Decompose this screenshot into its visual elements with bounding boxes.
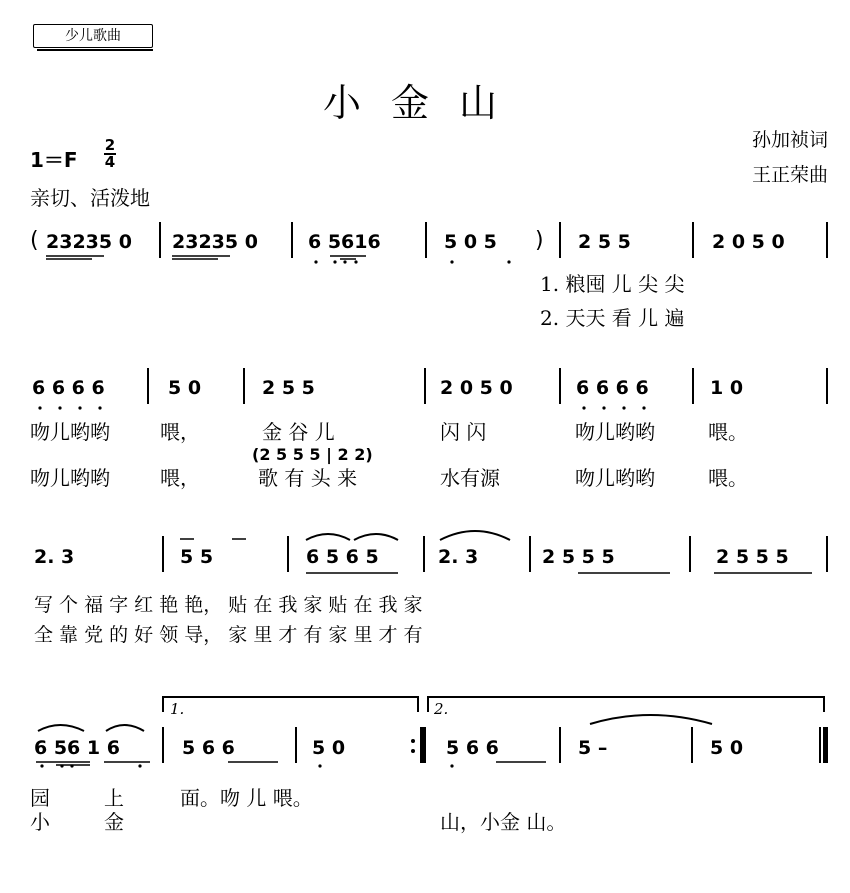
- s4-measure-3: 5 0: [312, 737, 346, 759]
- s1-measure-1: 23235 0: [46, 231, 132, 253]
- slur: [440, 531, 510, 540]
- second-ending-bracket: [428, 697, 824, 712]
- s2-v1-lyric-3: 金 谷 儿: [262, 420, 335, 444]
- s3-measure-6: 2 5 5 5: [716, 546, 789, 568]
- s2-v2-lyric-2: 喂，: [160, 466, 200, 490]
- s1-measure-3: 6 5616: [308, 231, 381, 253]
- s3-verse-1: 写 个 福 字 红 艳 艳， 贴 在 我 家 贴 在 我 家: [34, 594, 423, 616]
- s4-measure-4: 5 6 6: [446, 737, 499, 759]
- s2-v1-lyric-1: 吻儿哟哟: [30, 420, 110, 444]
- s4-measure-2: 5 6 6: [182, 737, 235, 759]
- s2-v2-lyric-4: 水有源: [440, 466, 500, 490]
- first-ending-label: 1.: [170, 700, 185, 718]
- slur: [354, 534, 398, 540]
- s3-measure-2: 5 5: [180, 546, 214, 568]
- s1-measure-6: 2 0 5 0: [712, 231, 785, 253]
- composer-credit: 王正荣曲: [751, 164, 828, 186]
- s2-measure-1: 6 6 6 6: [32, 377, 105, 399]
- genre-tag: 少儿歌曲: [33, 24, 153, 48]
- s3-measure-1: 2. 3: [34, 546, 75, 568]
- slur: [590, 715, 712, 724]
- repeat-barline: [420, 727, 424, 763]
- slur: [306, 534, 350, 540]
- slur: [106, 725, 144, 731]
- s4-v1-lyric-1: 园: [30, 786, 50, 810]
- s1-verse-2: 2. 天天 看 儿 遍: [540, 306, 685, 330]
- s1-measure-4: 5 0 5: [444, 231, 497, 253]
- s4-measure-6: 5 0: [710, 737, 744, 759]
- slur: [38, 725, 84, 731]
- tempo-marking: 亲切、活泼地: [30, 186, 150, 210]
- s1-verse-1: 1. 粮囤 儿 尖 尖: [540, 272, 685, 296]
- s4-v1-lyric-2: 上: [104, 786, 124, 810]
- s2-v1-lyric-5: 吻儿哟哟: [575, 420, 655, 444]
- intro-close-paren: ): [535, 228, 544, 253]
- lyricist-credit: 孙加祯词: [751, 129, 828, 151]
- s2-measure-6: 1 0: [710, 377, 744, 399]
- second-ending-label: 2.: [434, 700, 449, 718]
- s2-v2-lyric-6: 喂。: [708, 466, 748, 490]
- s2-v2-lyric-5: 吻儿哟哟: [575, 466, 655, 490]
- time-signature-bottom: 4: [104, 153, 116, 171]
- s2-measure-2: 5 0: [168, 377, 202, 399]
- s3-verse-2: 全 靠 党 的 好 领 导， 家 里 才 有 家 里 才 有: [34, 624, 423, 646]
- final-barline-thick: [823, 727, 828, 763]
- s2-measure-3: 2 5 5: [262, 377, 315, 399]
- s2-v2-lyric-3: 歌 有 头 来: [258, 466, 358, 490]
- s2-v1-lyric-6: 喂。: [708, 420, 748, 444]
- s3-measure-5: 2 5 5 5: [542, 546, 615, 568]
- song-title: 小金山: [322, 81, 527, 125]
- s2-variant-notes: (2 5 5 5 | 2 2): [252, 445, 373, 464]
- s4-measure-1: 6 56 1 6: [34, 737, 120, 759]
- s3-measure-4: 2. 3: [438, 546, 479, 568]
- s4-v2-lyric-3: 山，小金 山。: [440, 810, 567, 834]
- s2-measure-4: 2 0 5 0: [440, 377, 513, 399]
- s2-v2-lyric-1: 吻儿哟哟: [30, 466, 110, 490]
- s1-measure-2: 23235 0: [172, 231, 258, 253]
- s4-measure-5: 5 –: [578, 737, 608, 759]
- time-signature-top: 2: [104, 136, 116, 154]
- intro-open-paren: (: [30, 228, 39, 253]
- s2-measure-5: 6 6 6 6: [576, 377, 649, 399]
- s1-measure-5: 2 5 5: [578, 231, 631, 253]
- repeat-dot: [411, 749, 415, 753]
- first-ending-bracket: [163, 697, 418, 712]
- s3-measure-3: 6 5 6 5: [306, 546, 379, 568]
- s2-v1-lyric-4: 闪 闪: [440, 420, 487, 444]
- key-signature: 1＝F: [30, 148, 78, 172]
- s4-v2-lyric-2: 金: [104, 810, 124, 834]
- repeat-dot: [411, 739, 415, 743]
- s4-v2-lyric-1: 小: [30, 810, 50, 834]
- s4-v1-lyric-3: 面。吻 儿 喂。: [180, 786, 313, 810]
- s2-v1-lyric-2: 喂，: [160, 420, 200, 444]
